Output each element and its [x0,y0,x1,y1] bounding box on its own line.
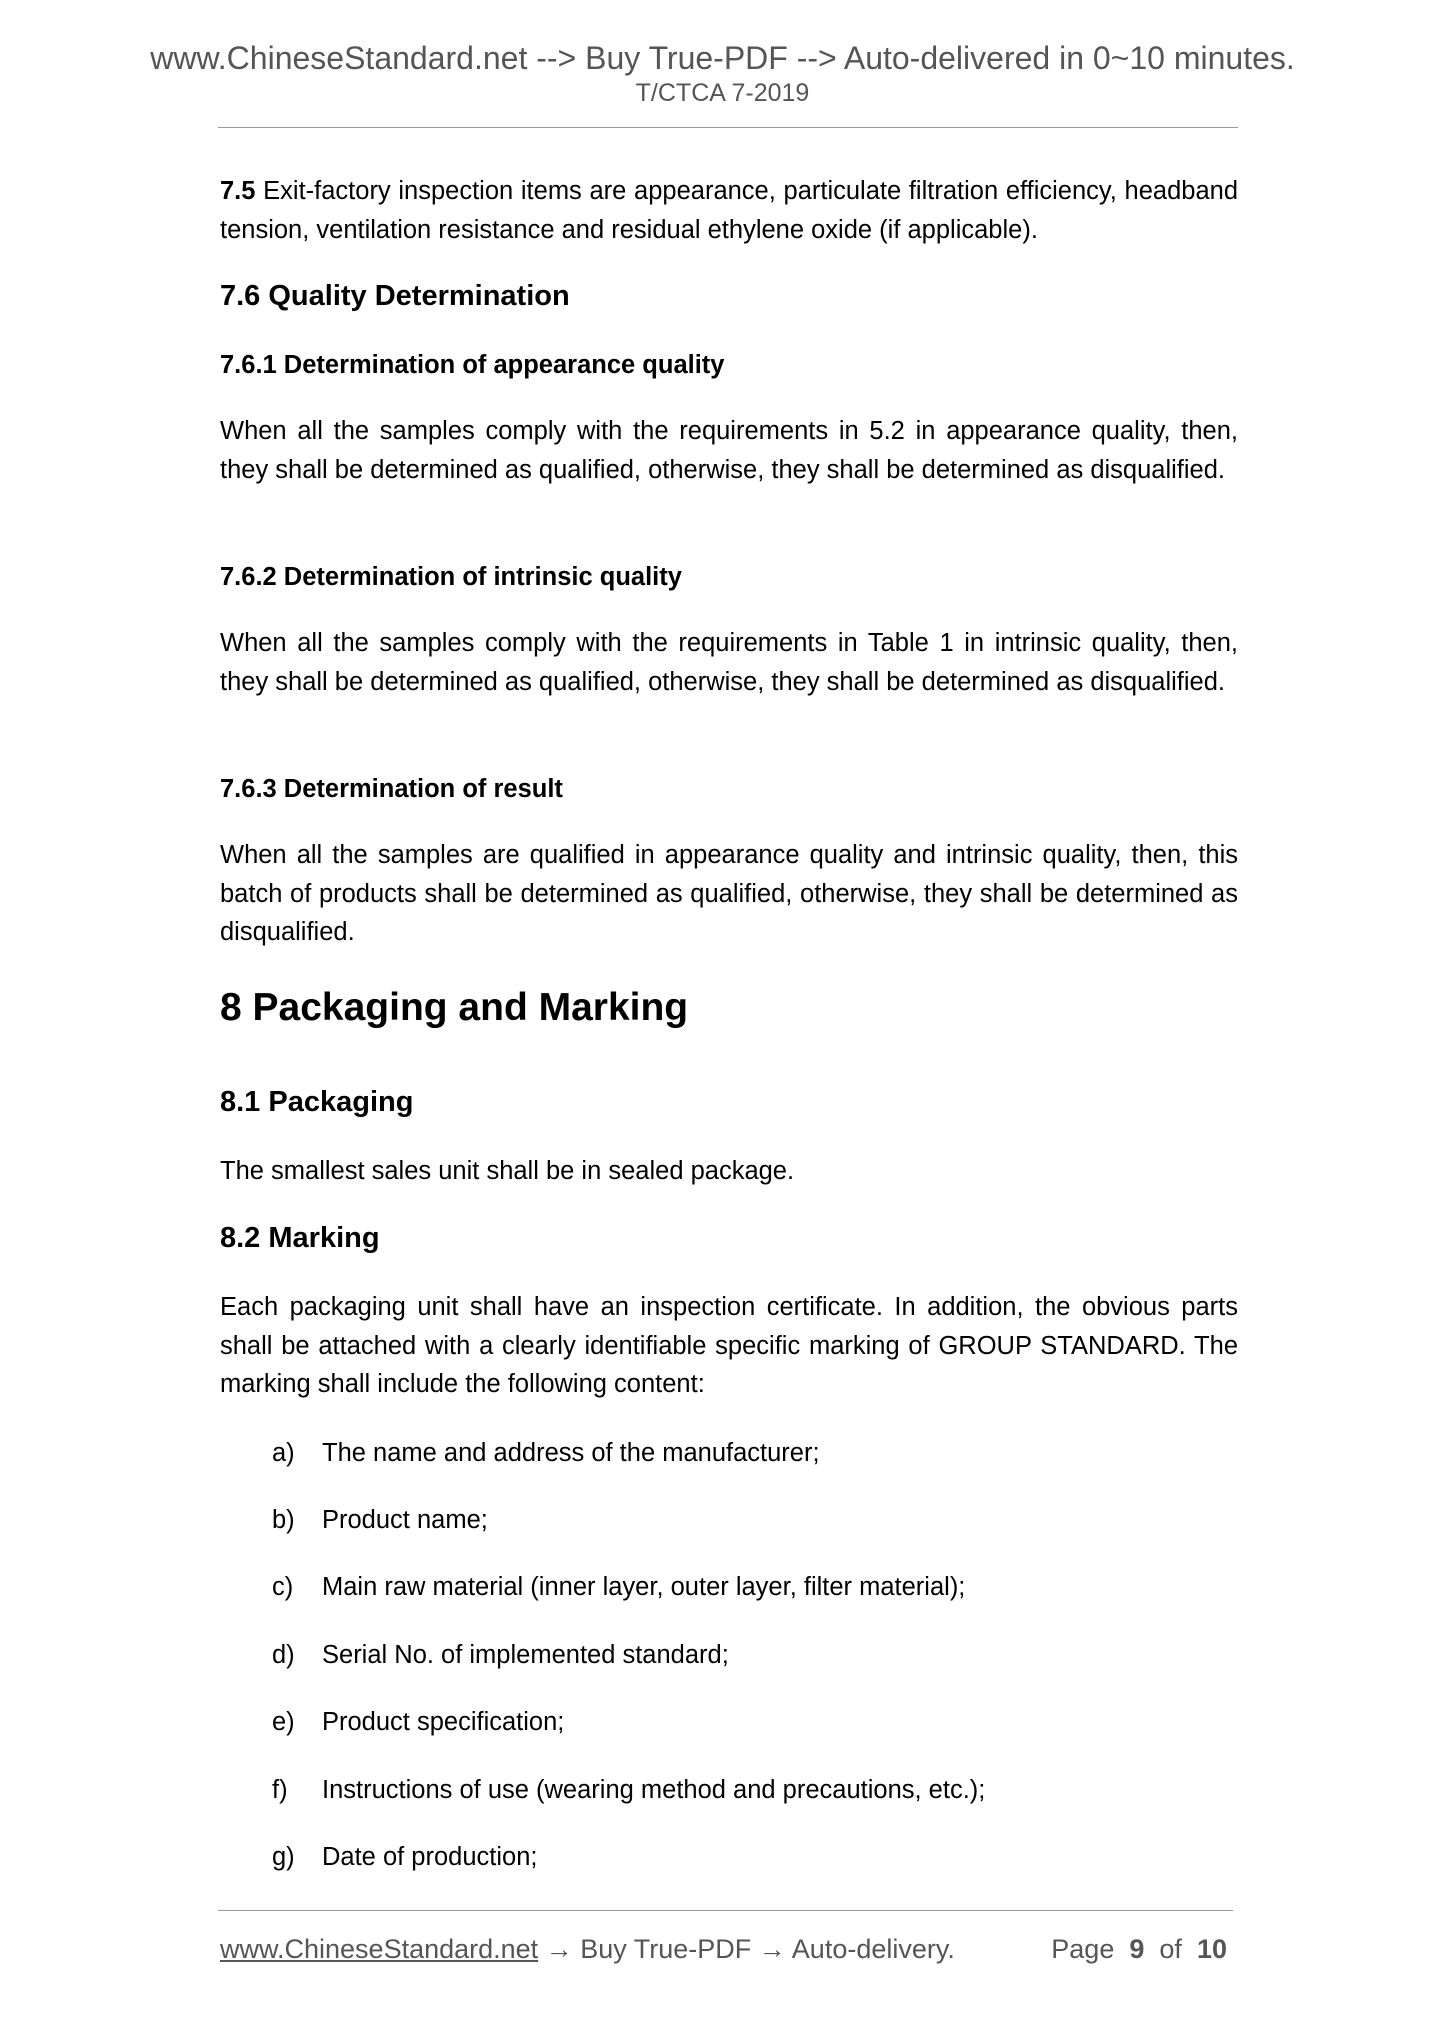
page-footer [220,1932,1233,1966]
heading-7-6 [220,278,1238,314]
paragraph-7-6-1 [220,412,1238,489]
page-indicator [1051,1932,1227,1966]
arrow-icon: → [758,1934,786,1964]
section-heading: 8.2 Marking [220,1222,380,1254]
list-text: Serial No. of implemented standard; [322,1641,729,1669]
heading-7-6-1 [220,348,1238,382]
list-marker: g) [272,1843,295,1871]
paragraph-8-2 [220,1288,1238,1404]
page-label: Page [1051,1934,1115,1964]
heading-8-1 [220,1084,1238,1120]
list-item [272,1638,729,1672]
list-item [272,1570,965,1604]
list-marker: b) [272,1506,295,1534]
heading-7-6-3 [220,772,1238,806]
paragraph-text: When all the samples are qualified in appearance quality and intrinsic quality, then, this batch of products shall be determined as qualified, otherwise, they shall be determined as disqualified. [220,841,1238,946]
list-marker: a) [272,1439,295,1467]
section-number: 7.5 [220,177,256,205]
footer-delivery-text: Auto-delivery. [791,1934,955,1964]
list-text: Product specification; [322,1708,565,1736]
footer-divider [218,1910,1233,1911]
heading-8-2 [220,1220,1238,1256]
list-item [272,1840,537,1874]
list-marker: e) [272,1708,295,1736]
page-number: 9 [1129,1934,1145,1964]
paragraph-text: When all the samples comply with the requirements in 5.2 in appearance quality, then, they shall be determined as qualified, otherwise, they shall be determined as disqualified. [220,417,1238,484]
paragraph-text: When all the samples comply with the requirements in Table 1 in intrinsic quality, then, they shall be determined as qualified, otherwise, they shall be determined as disqualified. [220,629,1238,696]
paragraph-7-6-3 [220,836,1238,952]
paragraph-text: Each packaging unit shall have an inspection certificate. In addition, the obvious parts shall be attached with a clearly identifiable specific marking of GROUP STANDARD. The marking shall include the following content: [220,1293,1238,1398]
list-item [272,1436,820,1470]
document-code: T/CTCA 7-2019 [635,79,810,107]
arrow-icon: → [545,1934,573,1964]
list-text: Date of production; [322,1843,538,1871]
list-text: Main raw material (inner layer, outer layer, filter material); [322,1573,966,1601]
section-7-5 [220,172,1238,249]
subsection-heading: 7.6.3 Determination of result [220,775,563,803]
heading-7-6-2 [220,560,1238,594]
header-divider [218,127,1238,128]
subsection-heading: 7.6.2 Determination of intrinsic quality [220,563,682,591]
subsection-heading: 7.6.1 Determination of appearance quality [220,351,725,379]
section-heading: 8.1 Packaging [220,1086,414,1118]
paragraph-8-1 [220,1152,1238,1191]
paragraph-7-5 [220,172,1238,249]
list-item [272,1773,985,1807]
list-text: Product name; [322,1506,488,1534]
site-banner: www.ChineseStandard.net --> Buy True-PDF --> Auto-delivered in 0~10 minutes. [150,40,1295,76]
paragraph-7-6-2 [220,624,1238,701]
footer-buy-text: Buy True-PDF [580,1934,752,1964]
list-text: Instructions of use (wearing method and precautions, etc.); [322,1776,986,1804]
list-item [272,1705,564,1739]
paragraph-text: The smallest sales unit shall be in sealed package. [220,1157,795,1185]
of-label: of [1159,1934,1182,1964]
paragraph-text: Exit-factory inspection items are appearance, particulate filtration efficiency, headband tension, ventilation resistance and residual ethylene oxide (if applicable). [220,177,1238,244]
list-item [272,1503,488,1537]
list-marker: c) [272,1573,294,1601]
page-total: 10 [1196,1934,1227,1964]
chapter-heading: 8 Packaging and Marking [220,986,689,1029]
heading-8 [220,984,1238,1032]
list-text: The name and address of the manufacturer; [322,1439,820,1467]
list-marker: d) [272,1641,295,1669]
list-marker: f) [272,1776,288,1804]
site-link[interactable]: www.ChineseStandard.net [220,1934,539,1964]
section-heading: 7.6 Quality Determination [220,280,570,312]
